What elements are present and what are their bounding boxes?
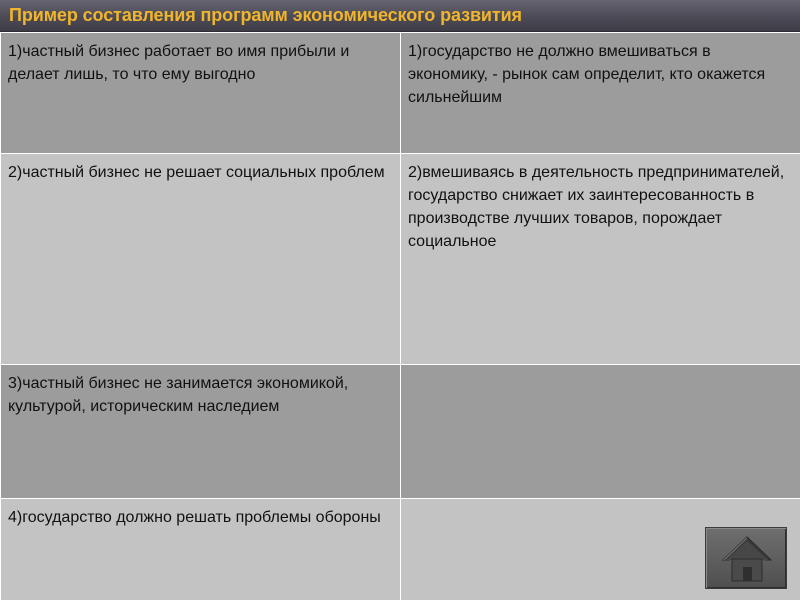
table-cell-left: 1)частный бизнес работает во имя прибыли и делает лишь, то что ему выгодно	[1, 33, 401, 154]
table-row	[1, 154, 800, 365]
table-row	[1, 365, 800, 499]
slide-title: Пример составления программ экономического развития	[9, 5, 522, 25]
slide-header	[0, 0, 800, 32]
table-cell-left: 2)частный бизнес не решает социальных проблем	[1, 154, 401, 365]
table-cell-right: 2)вмешиваясь в деятельность предпринимателей, государство снижает их заинтересованность в производстве лучших товаров, порождает социальное	[401, 154, 800, 365]
home-icon	[706, 528, 788, 590]
comparison-table	[0, 32, 800, 600]
table-row	[1, 33, 800, 154]
table-cell-left: 4)государство должно решать проблемы обороны	[1, 499, 401, 600]
table-cell-right	[401, 365, 800, 499]
table-cell-right: 1)государство не должно вмешиваться в экономику, - рынок сам определит, кто окажется сильнейшим	[401, 33, 800, 154]
table-row	[1, 499, 800, 600]
home-button[interactable]	[705, 527, 787, 589]
table-cell-left: 3)частный бизнес не занимается экономикой, культурой, историческим наследием	[1, 365, 401, 499]
